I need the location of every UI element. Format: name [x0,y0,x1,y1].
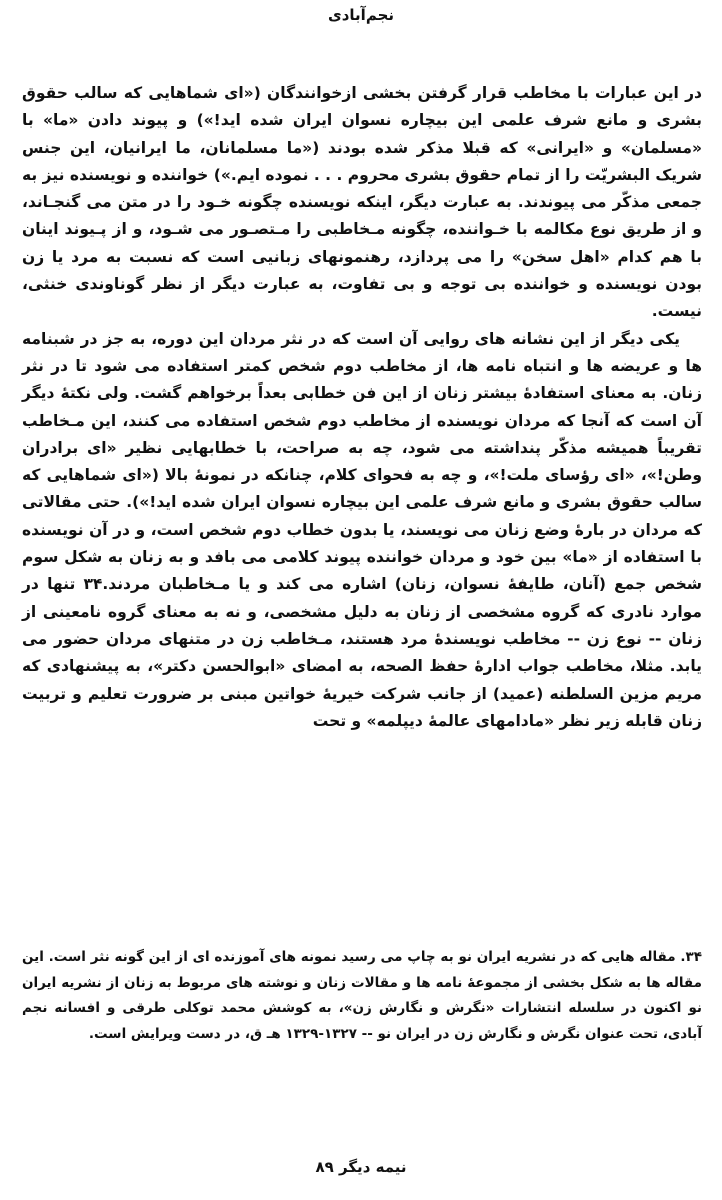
paragraph: یکی دیگر از این نشانه های روایی آن است که در نثر مردان این دوره، به جز در شبنامه ها و عریضه ها و انتباه نامه ها، از مخاطب دوم شخص کمتر استفاده می شود تا در نثر زنان. به معنای استفادهٔ بیشتر زنان از این فن خطابی بعداً برخواهم گشت. ولی نکتهٔ دیگر آن است که آنجا که مردان نویسنده از مخاطب دوم شخص استفاده می کنند، این مـخاطب تقریباً همیشه مذکّر پنداشته می شود، چه به صراحت، با خطابهایی نظیر «ای برادران وطن!»، «ای رؤسای ملت!»، و چه به فحوای کلام، چنانکه در نمونهٔ بالا («ای شماهایی که سالب حقوق بشری و مانع شرف علمی این بیچاره نسوان ایران شده اید!»). حتی مقالاتی که مردان در بارهٔ وضع زنان می نویسند، یا بدون خطاب دوم شخص است، و در آن نویسنده با استفاده از «ما» بین خود و مردان خواننده پیوند کلامی می بافد و به زنان به شکل سوم شخص جمع (آنان، طایفهٔ نسوان، زنان) اشاره می کند و یا مـخاطبان مردند.۳۴ تنها در موارد نادری که گروه مشخصی از زنان به دلیل مشخصی، و نه به معنای گروه نامعینی از زنان -- نوع زن -- مخاطب نویسندهٔ مرد هستند، مـخاطب زن در متنهای مردان حضور می یابد. مثلا، مخاطب جواب ادارهٔ حفظ الصحه، به امضای «ابوالحسن دکتر»، به پیشنهادی که مریم مزین السلطنه (عمید) از جانب شرکت خیریهٔ خواتین مبنی بر ضرورت تعلیم و تربیت زنان قابله زیر نظر «مادامهای عالمهٔ دیپلمه» و تحت [22,329,702,730]
main-text [22,80,702,735]
footnote-34: ۳۴. مقاله هایی که در نشریه ایران نو به چاپ می رسید نمونه های آموزنده ای از این گونه نثر است. این مقاله ها به شکل بخشی از مجموعهٔ نامه ها و مقالات زنان و نوشته های مربوط به زنان از نشریه ایران نو اکنون در سلسله انتشارات «نگرش و نگارش زن»، به کوشش محمد توکلی طرقی و افسانه نجم آبادی، تحت عنوان نگرش و نگارش زن در ایران نو -- ۱۳۲۷-۱۳۲۹ هـ ق، در دست ویرایش است. [22,949,702,1042]
running-header: نجم‌آبادی [327,6,395,24]
footnotes [22,945,702,1047]
page-footer: نیمه دیگر ۸۹ [315,1158,407,1176]
paragraph: در این عبارات با مخاطب قرار گرفتن بخشی ازخوانندگان («ای شماهایی که سالب حقوق بشری و مانع شرف علمی این بیچاره نسوان ایران شده اید!») و پیوند دادن «ما» با «مسلمان» و «ایرانی» که قبلا مذکر شده بودند («ما مسلمانان، ما ایرانیان، این جنس شریک البشریّت را از تمام حقوق بشری محروم . . . نموده ایم.») خواننده و نویسنده نیز به جمعی مذکّر می پیوندند. به عبارت دیگر، اینکه نویسنده چگونه خـود را در متن می گنجـاند، و از طریق نوع مکالمه با خـواننده، چگونه مـخاطبی را مـتصـور می شـود، و از پـیوند اینان با هم کدام «اهل سخن» را می پردازد، رهنمونهای زبانیی است که نسبت به مرد یا زن بودن نویسنده و خواننده بی توجه و بی تفاوت، به عبارت دیگر از نظر گوناوندی خنثی، نیست. [22,84,702,321]
